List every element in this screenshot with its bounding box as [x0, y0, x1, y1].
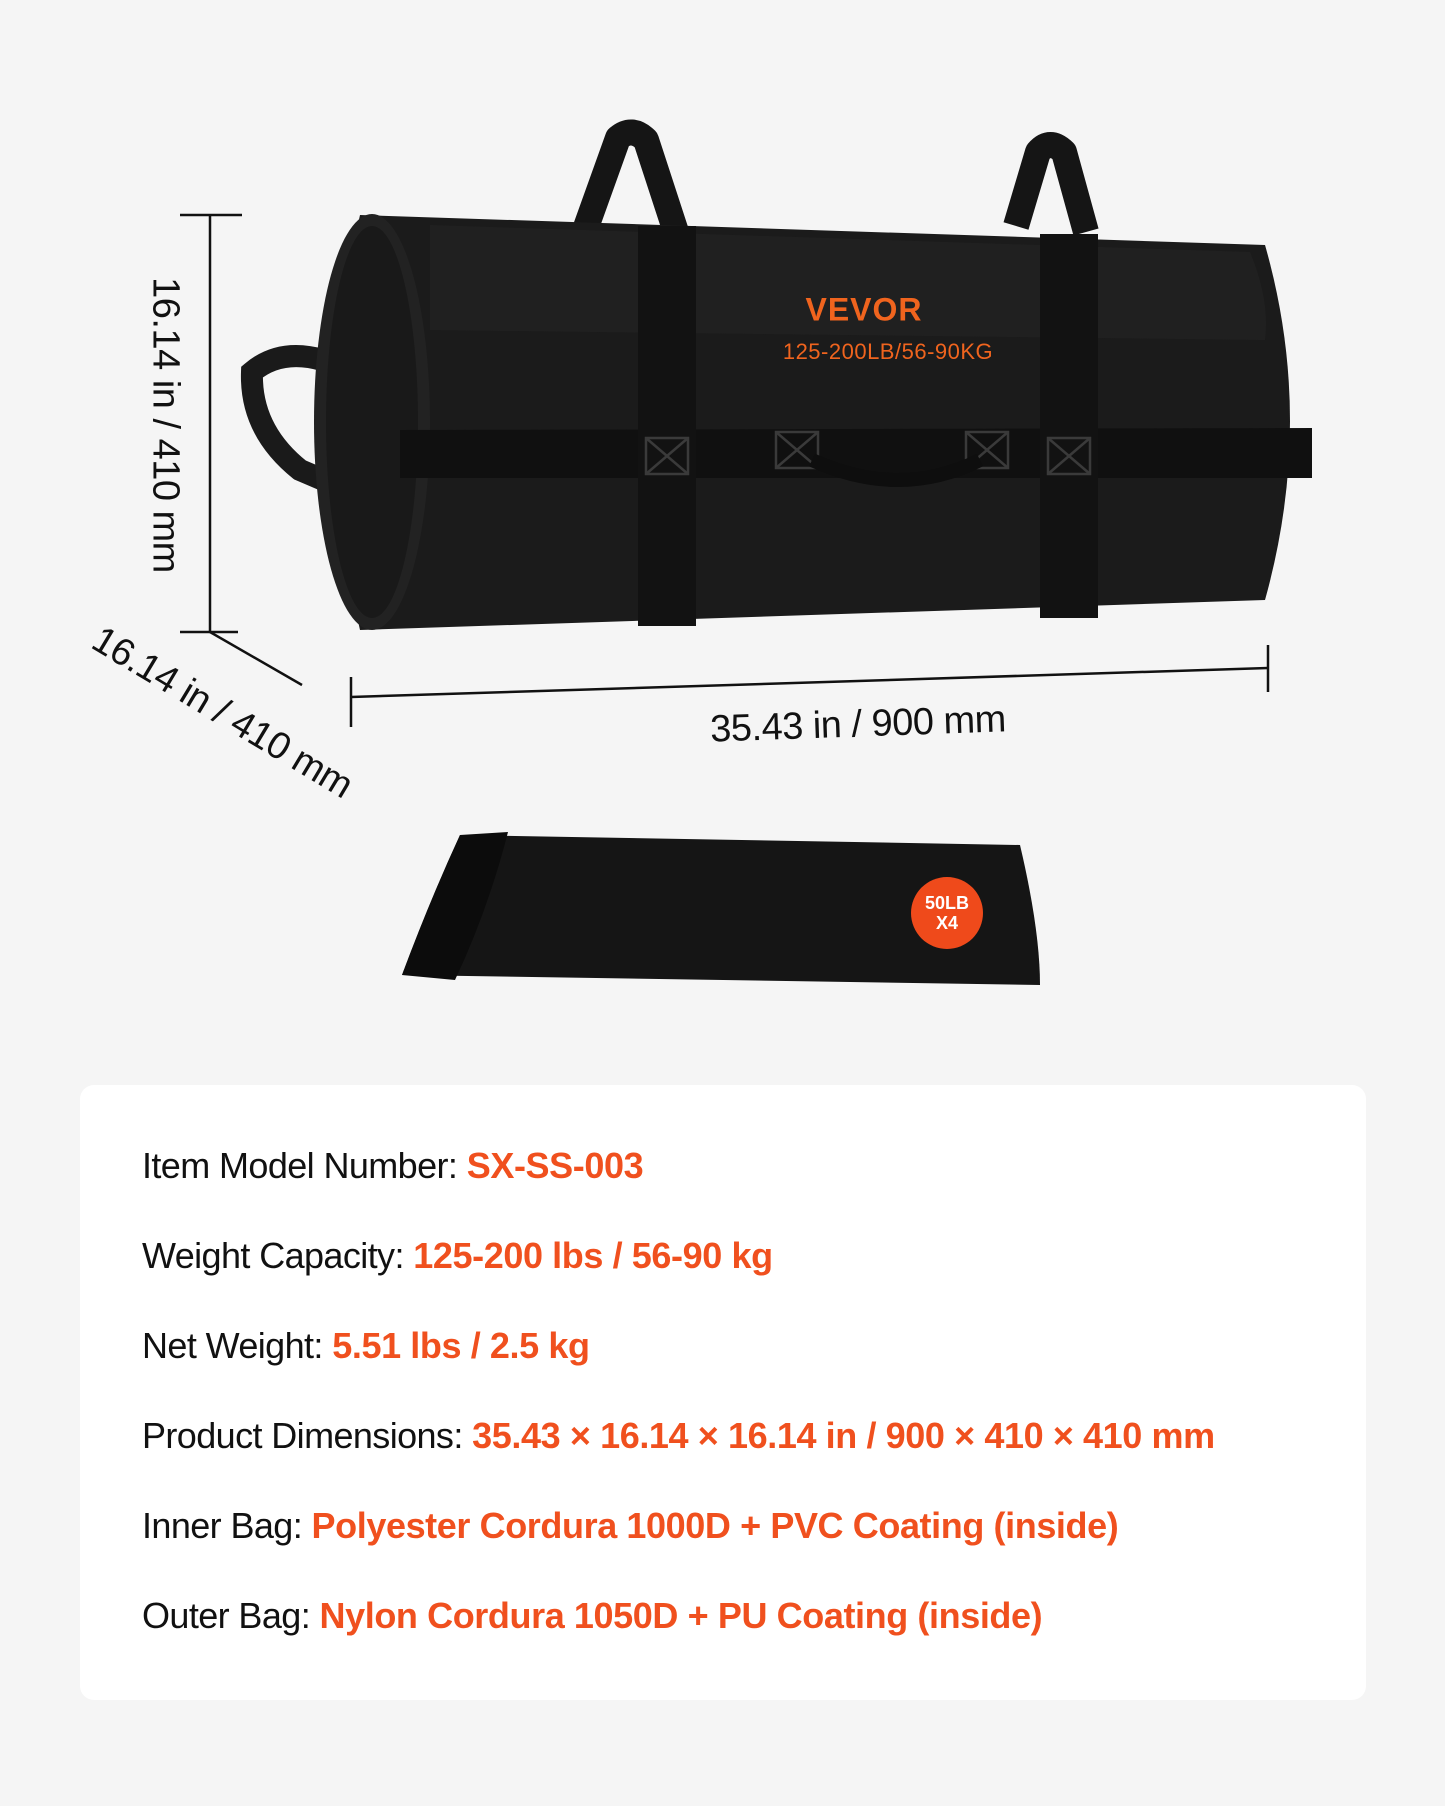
- spec-row-model: [142, 1145, 643, 1187]
- spec-card: [80, 1085, 1366, 1700]
- spec-row-net-weight: [142, 1325, 590, 1367]
- brand-logo: VEVOR: [805, 291, 923, 328]
- spec-label: Outer Bag:: [142, 1595, 320, 1636]
- height-dimension-label: 16.14 in / 410 mm: [144, 277, 187, 573]
- spec-label: Product Dimensions:: [142, 1415, 473, 1456]
- spec-value: Nylon Cordura 1050D + PU Coating (inside): [319, 1595, 1043, 1636]
- spec-value: 35.43 × 16.14 × 16.14 in / 900 × 410 × 410 mm: [472, 1415, 1215, 1456]
- top-handle-right: [1016, 145, 1086, 232]
- spec-label: Inner Bag:: [142, 1505, 312, 1546]
- spec-value: 125-200 lbs / 56-90 kg: [413, 1235, 773, 1276]
- length-dimension-label: 35.43 in / 900 mm: [709, 698, 1007, 751]
- spec-label: Item Model Number:: [142, 1145, 467, 1186]
- spec-row-dimensions: [142, 1415, 1215, 1457]
- spec-row-capacity: [142, 1235, 773, 1277]
- badge-weight: 50LB: [924, 893, 969, 913]
- spec-label: Net Weight:: [142, 1325, 333, 1366]
- top-handle-left: [585, 132, 676, 232]
- spec-value: SX-SS-003: [466, 1145, 644, 1186]
- filler-weight-badge: [911, 877, 983, 949]
- spec-row-inner-bag: [142, 1505, 1118, 1547]
- bag-capacity-print: 125-200LB/56-90KG: [782, 339, 994, 364]
- spec-row-outer-bag: [142, 1595, 1042, 1637]
- sandbag-image: [252, 132, 1312, 630]
- spec-label: Weight Capacity:: [142, 1235, 414, 1276]
- spec-value: 5.51 lbs / 2.5 kg: [332, 1325, 590, 1366]
- depth-dimension-label: 16.14 in / 410 mm: [84, 618, 360, 807]
- badge-quantity: X4: [935, 913, 959, 933]
- spec-value: Polyester Cordura 1000D + PVC Coating (inside): [311, 1505, 1119, 1546]
